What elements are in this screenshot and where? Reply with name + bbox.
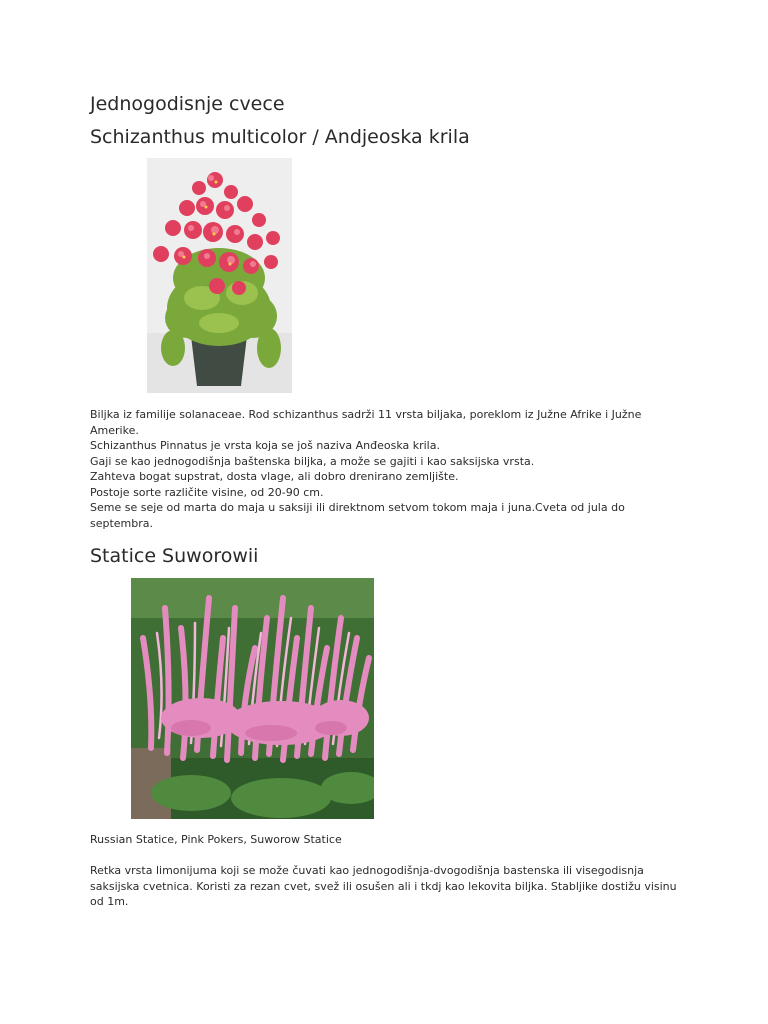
document-title: Jednogodisnje cvece	[90, 93, 285, 115]
statice-photo-graphic	[131, 578, 374, 819]
schizanthus-description	[90, 407, 680, 531]
description-line: Gaji se kao jednogodišnja baštenska biljka, a može se gajiti i kao saksijska vrsta.	[90, 454, 535, 468]
schizanthus-photo	[147, 158, 292, 393]
section-heading-schizanthus: Schizanthus multicolor / Andjeoska krila	[90, 126, 470, 148]
statice-description: Retka vrsta limonijuma koji se može čuvati kao jednogodišnja-dvogodišnja bastenska ili visegodisnja saksijska cvetnica. Koristi za rezan cvet, svež ili osušen ali i tkdj kao lekovita biljka. Stabljike dostižu visinu od 1m.	[90, 864, 677, 908]
description-line: Seme se seje od marta do maja u saksiji ili direktnom setvom tokom maja i juna.Cveta od jula do septembra.	[90, 501, 625, 530]
statice-photo	[131, 578, 374, 819]
section-heading-statice: Statice Suworowii	[90, 545, 259, 567]
statice-common-names: Russian Statice, Pink Pokers, Suworow Statice	[90, 833, 342, 846]
description-line: Zahteva bogat supstrat, dosta vlage, ali dobro drenirano zemljište.	[90, 470, 459, 483]
schizanthus-photo-graphic	[147, 158, 292, 393]
description-line: Biljka iz familije solanaceae. Rod schizanthus sadrži 11 vrsta biljaka, poreklom iz Južne Afrike i Južne Amerike.	[90, 408, 642, 437]
description-line: Postoje sorte različite visine, od 20-90 cm.	[90, 485, 324, 499]
description-line: Schizanthus Pinnatus je vrsta koja se još naziva Anđeoska krila.	[90, 439, 440, 452]
